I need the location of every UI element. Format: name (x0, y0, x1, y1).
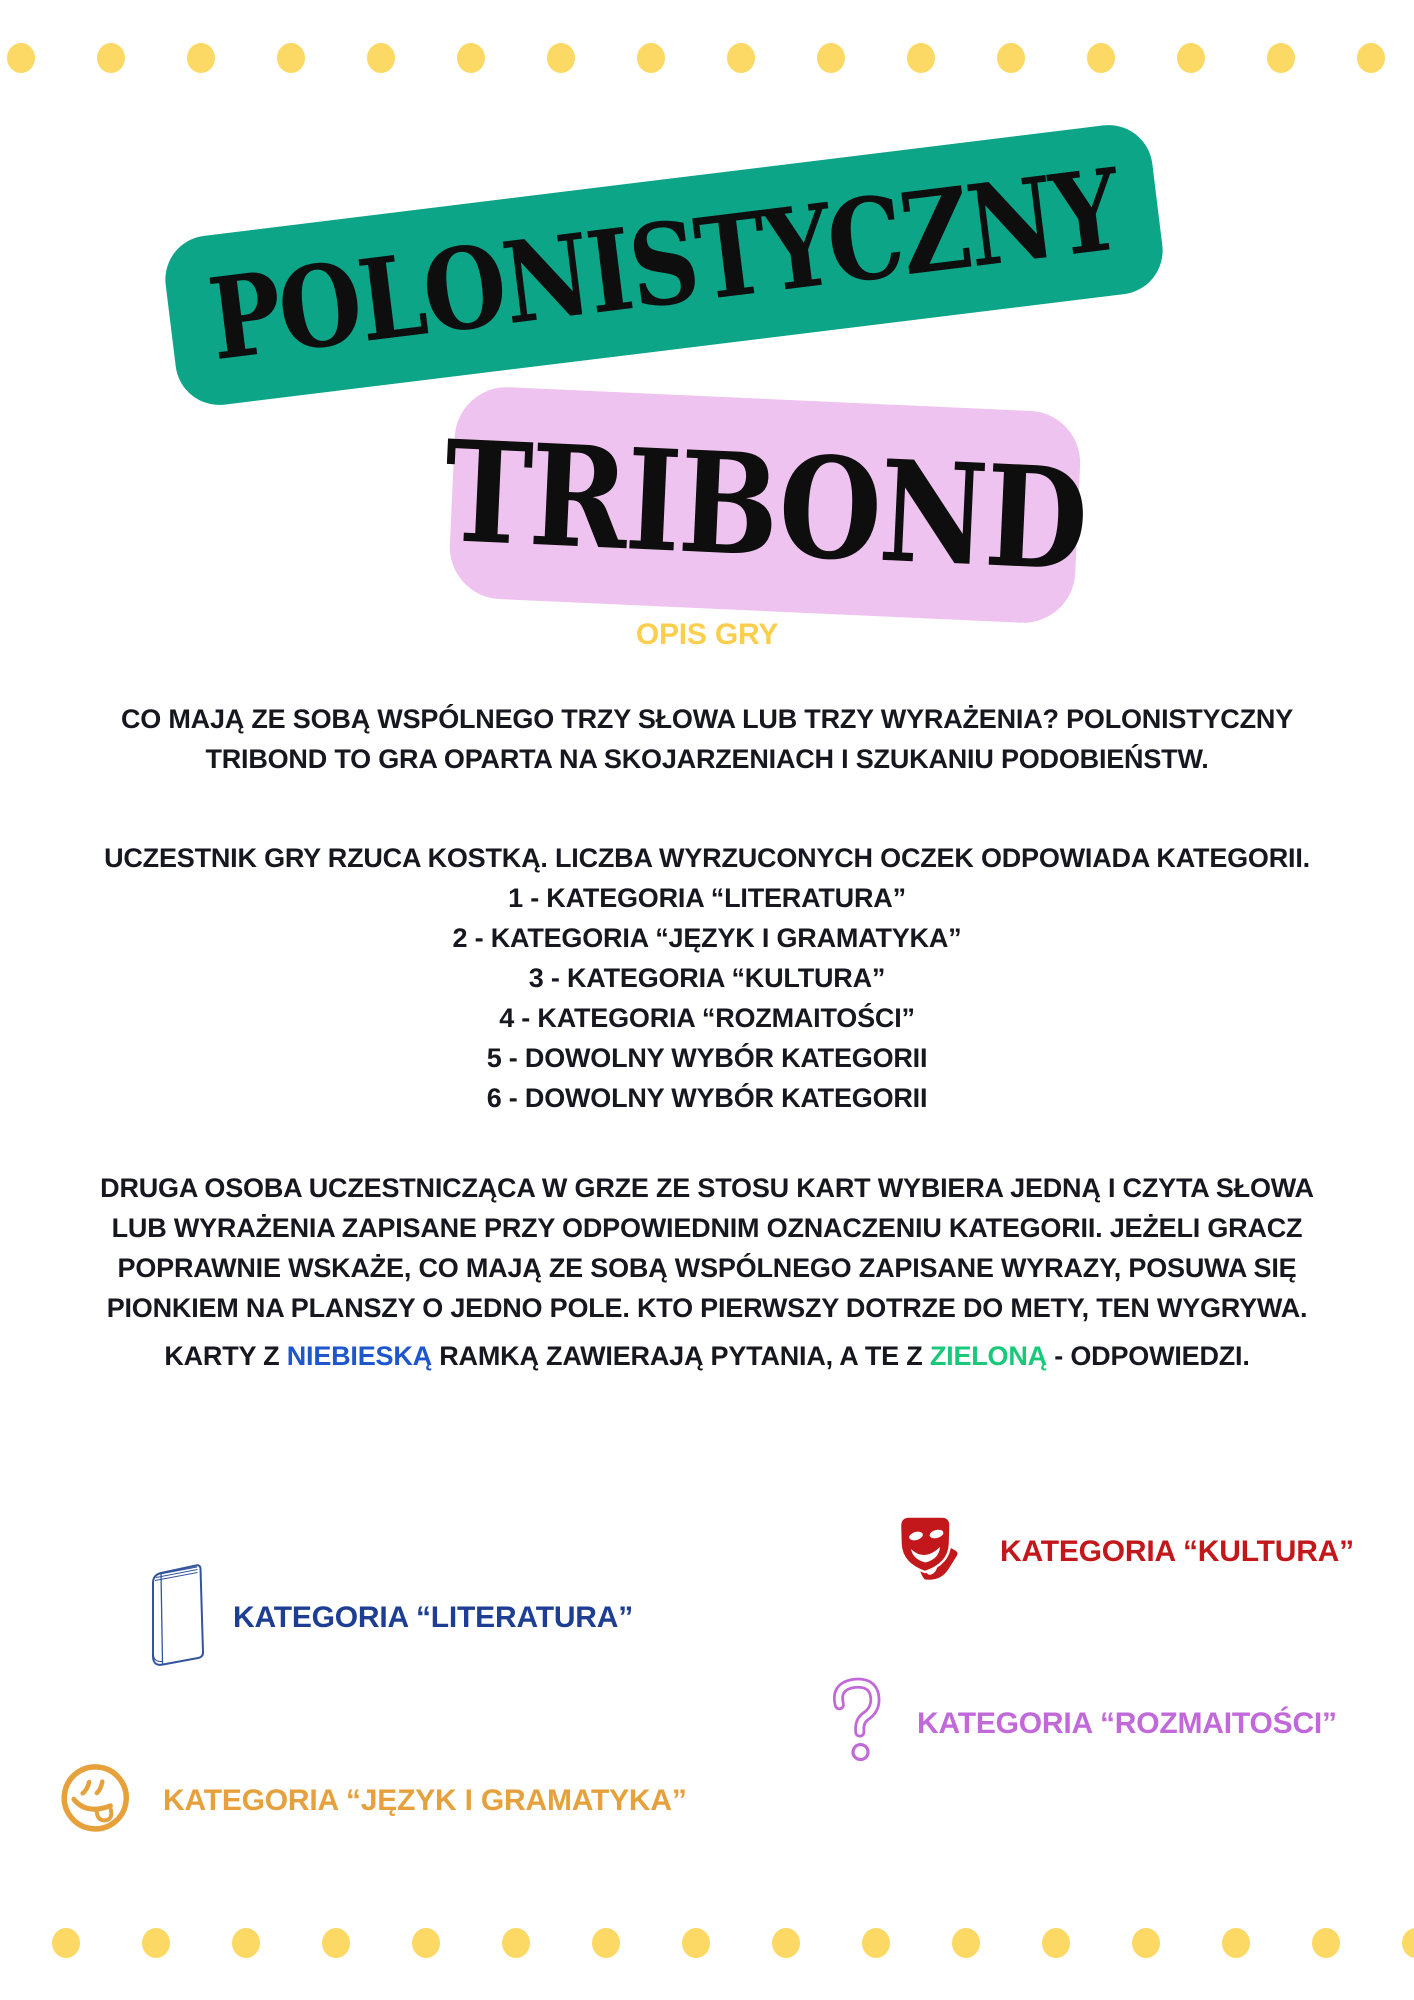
decor-dot (142, 1928, 170, 1958)
category-label-rozmaitosci: KATEGORIA “ROZMAITOŚCI” (917, 1707, 1337, 1740)
intro-line-2: TRIBOND TO GRA OPARTA NA SKOJARZENIACH I SZUKANIU PODOBIEŃSTW. (205, 744, 1209, 774)
dice-rule-intro: UCZESTNIK GRY RZUCA KOSTKĄ. LICZBA WYRZUCONYCH OCZEK ODPOWIADA KATEGORII. (104, 843, 1310, 873)
category-label-literatura: KATEGORIA “LITERATURA” (233, 1601, 634, 1634)
section-heading-opis-gry: OPIS GRY (635, 618, 779, 651)
decor-dot (232, 1928, 260, 1958)
decor-dot (772, 1928, 800, 1958)
dice-item-5: 5 - DOWOLNY WYBÓR KATEGORII (486, 1043, 928, 1073)
decor-dot (907, 43, 935, 73)
dice-item-4: 4 - KATEGORIA “ROZMAITOŚCI” (499, 1003, 915, 1033)
cards-blue-word: NIEBIESKĄ (286, 1341, 432, 1371)
cards-line-suffix: - ODPOWIEDZI. (1046, 1341, 1250, 1371)
decor-dot (1042, 1928, 1070, 1958)
theater-masks-icon (895, 1513, 969, 1585)
decor-dot (97, 43, 125, 73)
intro-line-1: CO MAJĄ ZE SOBĄ WSPÓLNEGO TRZY SŁOWA LUB TRZY WYRAŻENIA? POLONISTYCZNY (120, 704, 1294, 734)
decor-dot (1087, 43, 1115, 73)
decor-dot (322, 1928, 350, 1958)
decor-dot (592, 1928, 620, 1958)
decor-dot (367, 43, 395, 73)
decor-dot (682, 1928, 710, 1958)
decor-dot (637, 43, 665, 73)
decor-dot (1132, 1928, 1160, 1958)
cards-line-middle: RAMKĄ ZAWIERAJĄ PYTANIA, A TE Z (431, 1341, 930, 1371)
gameplay-line-2: LUB WYRAŻENIA ZAPISANE PRZY ODPOWIEDNIM OZNACZENIU KATEGORII. JEŻELI GRACZ (111, 1213, 1303, 1243)
gameplay-line-3: POPRAWNIE WSKAŻE, CO MAJĄ ZE SOBĄ WSPÓLNEGO ZAPISANE WYRAZY, POSUWA SIĘ (117, 1253, 1297, 1283)
category-label-kultura: KATEGORIA “KULTURA” (1000, 1535, 1354, 1568)
decor-dot (1267, 43, 1295, 73)
cards-green-word: ZIELONĄ (929, 1341, 1047, 1371)
category-label-jezyk-gramatyka: KATEGORIA “JĘZYK I GRAMATYKA” (163, 1784, 687, 1817)
dice-item-1: 1 - KATEGORIA “LITERATURA” (508, 883, 906, 913)
decor-dot (1402, 1928, 1414, 1958)
cards-colors-line (0, 1336, 1414, 1376)
decor-dot (1312, 1928, 1340, 1958)
decor-dot (7, 43, 35, 73)
decor-dot (187, 43, 215, 73)
decor-dot (457, 43, 485, 73)
decor-dot (952, 1928, 980, 1958)
gameplay-line-4: PIONKIEM NA PLANSZY O JEDNO POLE. KTO PIERWSZY DOTRZE DO METY, TEN WYGRYWA. (106, 1293, 1308, 1323)
decor-dot (1177, 43, 1205, 73)
dice-item-3: 3 - KATEGORIA “KULTURA” (528, 963, 886, 993)
decor-dot (1357, 43, 1385, 73)
decor-dot (547, 43, 575, 73)
decor-dot (277, 43, 305, 73)
cards-line-prefix: KARTY Z (164, 1341, 287, 1371)
decor-dot (1222, 1928, 1250, 1958)
title-banner-green (160, 120, 1167, 410)
decor-dot (412, 1928, 440, 1958)
decor-dot (52, 1928, 80, 1958)
decor-dot (862, 1928, 890, 1958)
question-mark-icon (830, 1676, 890, 1770)
smiley-tongue-icon (56, 1758, 136, 1842)
gameplay-line-1: DRUGA OSOBA UCZESTNICZĄCA W GRZE ZE STOSU KART WYBIERA JEDNĄ I CZYTA SŁOWA (100, 1173, 1314, 1203)
decor-dot (727, 43, 755, 73)
book-icon (140, 1558, 212, 1672)
decor-dot (502, 1928, 530, 1958)
decor-dot (817, 43, 845, 73)
dice-item-2: 2 - KATEGORIA “JĘZYK I GRAMATYKA” (452, 923, 962, 953)
title-tribond: TRIBOND (440, 408, 1090, 602)
title-polonistyczny: POLONISTYCZNY (202, 144, 1126, 386)
title-banner-pink (440, 385, 1090, 625)
decor-dot (997, 43, 1025, 73)
dice-item-6: 6 - DOWOLNY WYBÓR KATEGORII (486, 1083, 928, 1113)
